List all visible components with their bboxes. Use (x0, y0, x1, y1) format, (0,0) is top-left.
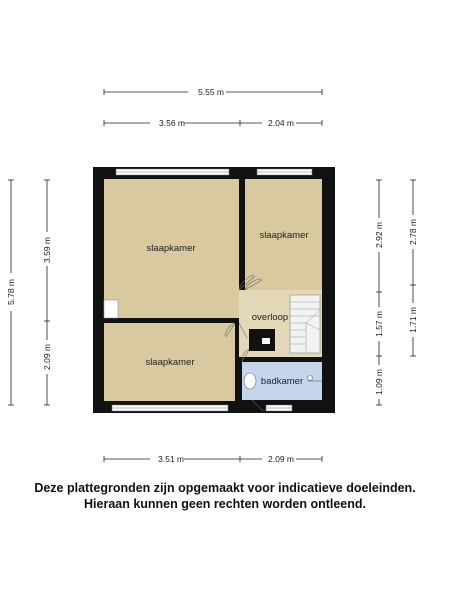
dim-right-inner-lower: 1.09 m (374, 369, 384, 395)
hatch-marker (262, 338, 270, 344)
disclaimer-line-1: Deze plattegronden zijn opgemaakt voor indicatieve doeleinden. (34, 481, 416, 495)
dim-left-lower: 2.09 m (42, 344, 52, 370)
dim-top-left: 3.56 m (159, 118, 185, 128)
dim-bottom-right: 2.09 m (268, 454, 294, 464)
stairs (290, 295, 320, 353)
disclaimer-line-2: Hieraan kunnen geen rechten worden ontleend. (84, 497, 366, 511)
dim-top-right: 2.04 m (268, 118, 294, 128)
dim-right-inner-middle: 1.57 m (374, 311, 384, 337)
dim-left-upper: 3.59 m (42, 237, 52, 263)
label-slaapkamer-right: slaapkamer (259, 230, 309, 241)
label-slaapkamer-large: slaapkamer (146, 243, 196, 254)
dim-left-total: 5.78 m (6, 279, 16, 305)
dim-right-inner-upper: 2.92 m (374, 222, 384, 248)
label-slaapkamer-bottom: slaapkamer (145, 357, 195, 368)
disclaimer (0, 480, 450, 512)
dim-bottom-left: 3.51 m (158, 454, 184, 464)
dim-top-total: 5.55 m (198, 87, 224, 97)
closet (104, 300, 118, 318)
label-overloop: overloop (251, 312, 289, 323)
label-badkamer: badkamer (260, 376, 304, 387)
dim-right-outer-upper: 2.78 m (408, 219, 418, 245)
dim-right-outer-lower: 1.71 m (408, 307, 418, 333)
